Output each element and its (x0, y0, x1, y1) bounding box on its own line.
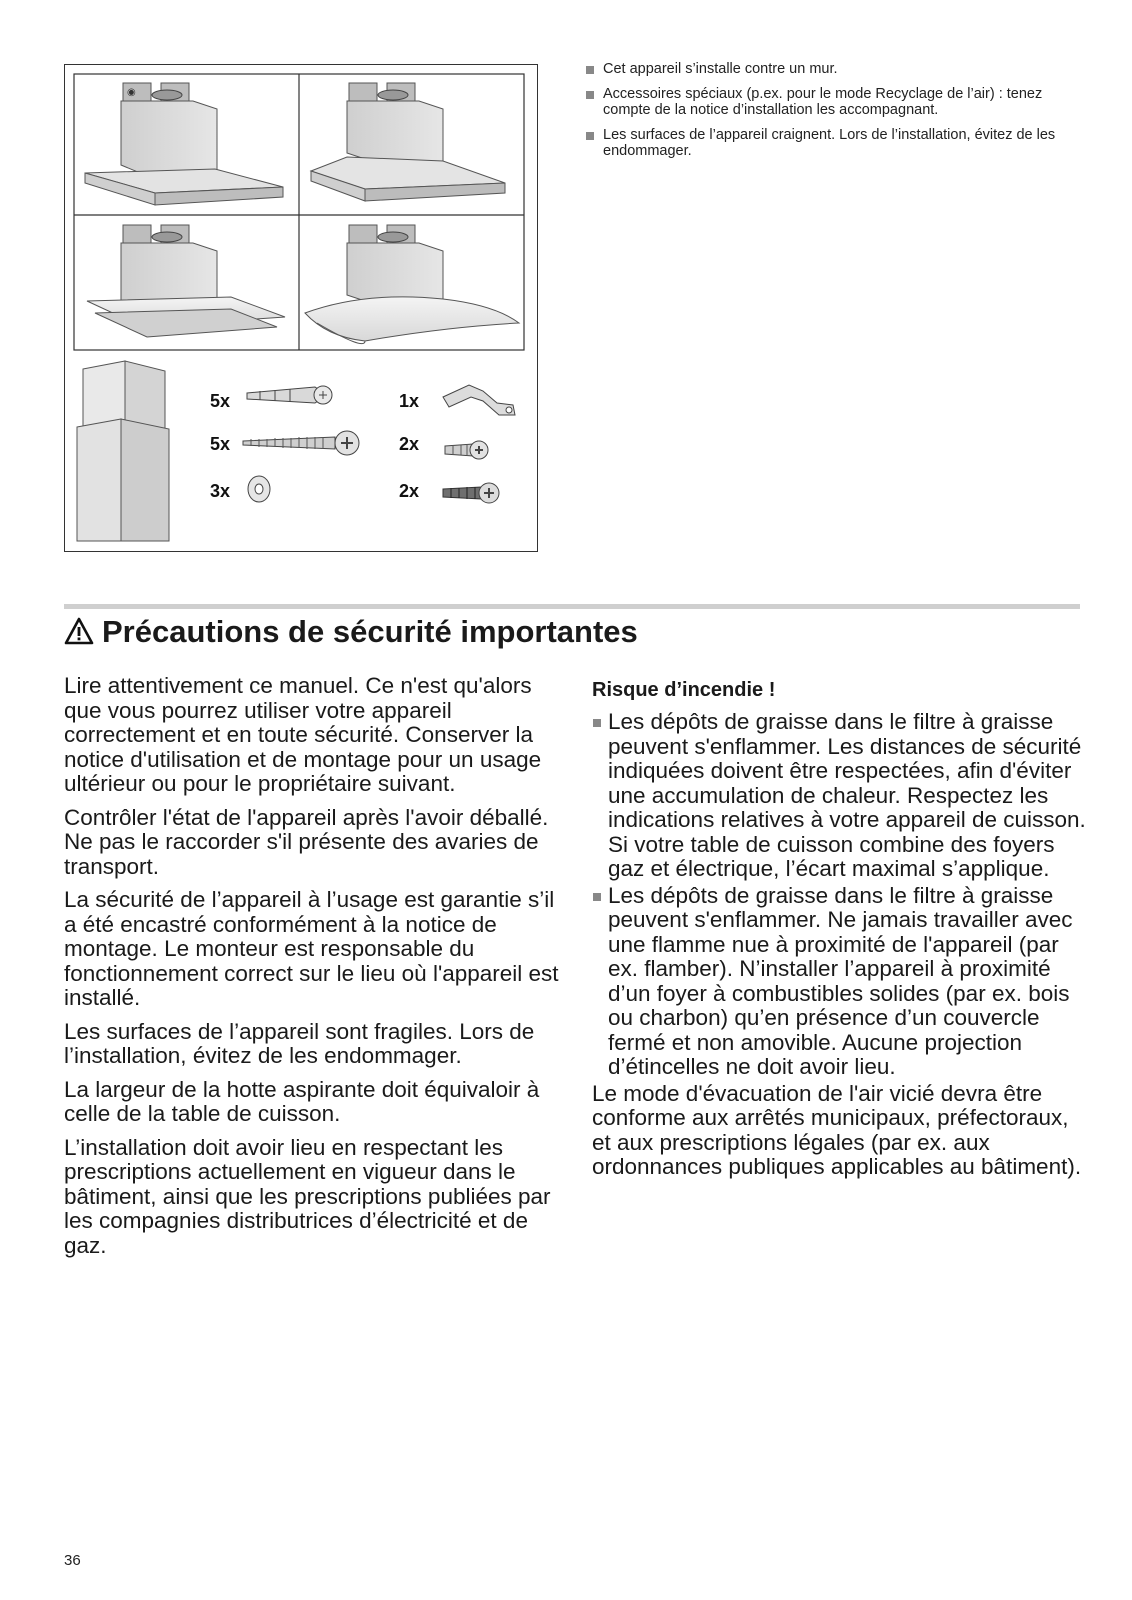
qty-small-screw: 2x (399, 434, 420, 454)
paragraph: Lire attentivement ce manuel. Ce n'est qu'alors que vous pourrez utiliser votre appareil correctement et en toute sécurité. Conserver la notice d'utilisation et de montage pour un usage ultérieur ou pour le propriétaire suivant. (64, 673, 542, 796)
installation-figure (64, 64, 538, 552)
qty-long-screw: 5x (210, 434, 231, 454)
section-title-text: Précautions de sécurité importantes (102, 614, 638, 649)
section-title (64, 612, 638, 655)
page-number: 36 (64, 1552, 81, 1569)
hood-box-canopy-illustration (85, 83, 283, 205)
long-screw-illustration (243, 431, 359, 455)
list-item: Les dépôts de graisse dans le filtre à graisse peuvent s'enflammer. Ne jamais travailler avec une flamme nue à proximité de l'appareil (par ex. flamber). N’installer l’appareil à proximité d’un foyer à combustibles solides (par ex. bois ou charbon) qu’en présence d’un couvercle fermé et non amovible. Aucune projection d’étincelles ne doit avoir lieu. (592, 884, 1092, 1080)
qty-bracket: 1x (399, 391, 420, 411)
washer-illustration (248, 476, 270, 502)
paragraph: Contrôler l'état de l'appareil après l'avoir déballé. Ne pas le raccorder s'il présente des avaries de transport. (64, 804, 549, 879)
small-screw-illustration (445, 441, 488, 459)
paragraph: Le mode d'évacuation de l'air vicié devra être conforme aux arrêtés municipaux, préfectoraux, et aux prescriptions légales (par ex. aux ordonnances publiques applicables au bâtiment). (592, 1080, 1082, 1179)
chimney-cover-illustration (77, 361, 169, 541)
warning-triangle-icon (64, 615, 94, 655)
medium-screw-illustration (443, 483, 499, 503)
qty-medium-screw: 2x (399, 481, 420, 501)
hood-flat-glass-illustration (87, 225, 285, 337)
paragraph: La largeur de la hotte aspirante doit équivaloir à celle de la table de cuisson. (64, 1076, 540, 1126)
right-column (592, 678, 1092, 1180)
svg-text:◉: ◉ (127, 87, 136, 98)
qty-washer: 3x (210, 481, 231, 501)
paragraph: L’installation doit avoir lieu en respectant les prescriptions actuellement en vigueur dans le bâtiment, ainsi que les prescriptions publiées par les compagnies distributrices d’électricité et de gaz. (64, 1134, 551, 1258)
note-item: Les surfaces de l’appareil craignent. Lors de l’installation, évitez de les endommager. (585, 127, 1085, 159)
fire-risk-heading: Risque d’incendie ! (592, 679, 776, 701)
paragraph: La sécurité de l’appareil à l’usage est garantie s’il a été encastré conformément à la notice de montage. Le monteur est responsable du fonctionnement correct sur le lieu où l'appareil est installé. (64, 887, 559, 1010)
installation-notes (585, 61, 1085, 168)
left-column (64, 674, 566, 1267)
paragraph: Les surfaces de l’appareil sont fragiles. Lors de l’installation, évitez de les endommager. (64, 1018, 535, 1068)
dowel-illustration (247, 386, 332, 404)
qty-dowel: 5x (210, 391, 231, 411)
note-item: Cet appareil s’installe contre un mur. (585, 61, 1085, 77)
list-item: Les dépôts de graisse dans le filtre à graisse peuvent s'enflammer. Les distances de sécurité indiquées doivent être respectées, afin d'éviter une accumulation de chaleur. Respectez les indications relatives à votre appareil de cuisson. Si votre table de cuisson combine des foyers gaz et électrique, l’écart maximal s’applique. (592, 710, 1092, 882)
note-item: Accessoires spéciaux (p.ex. pour le mode Recyclage de l’air) : tenez compte de la notice d’installation les accompagnant. (585, 86, 1085, 118)
hood-pyramid-canopy-illustration (311, 83, 505, 201)
hood-curved-glass-illustration (305, 225, 519, 344)
bracket-illustration (443, 385, 515, 415)
section-divider (64, 604, 1080, 609)
